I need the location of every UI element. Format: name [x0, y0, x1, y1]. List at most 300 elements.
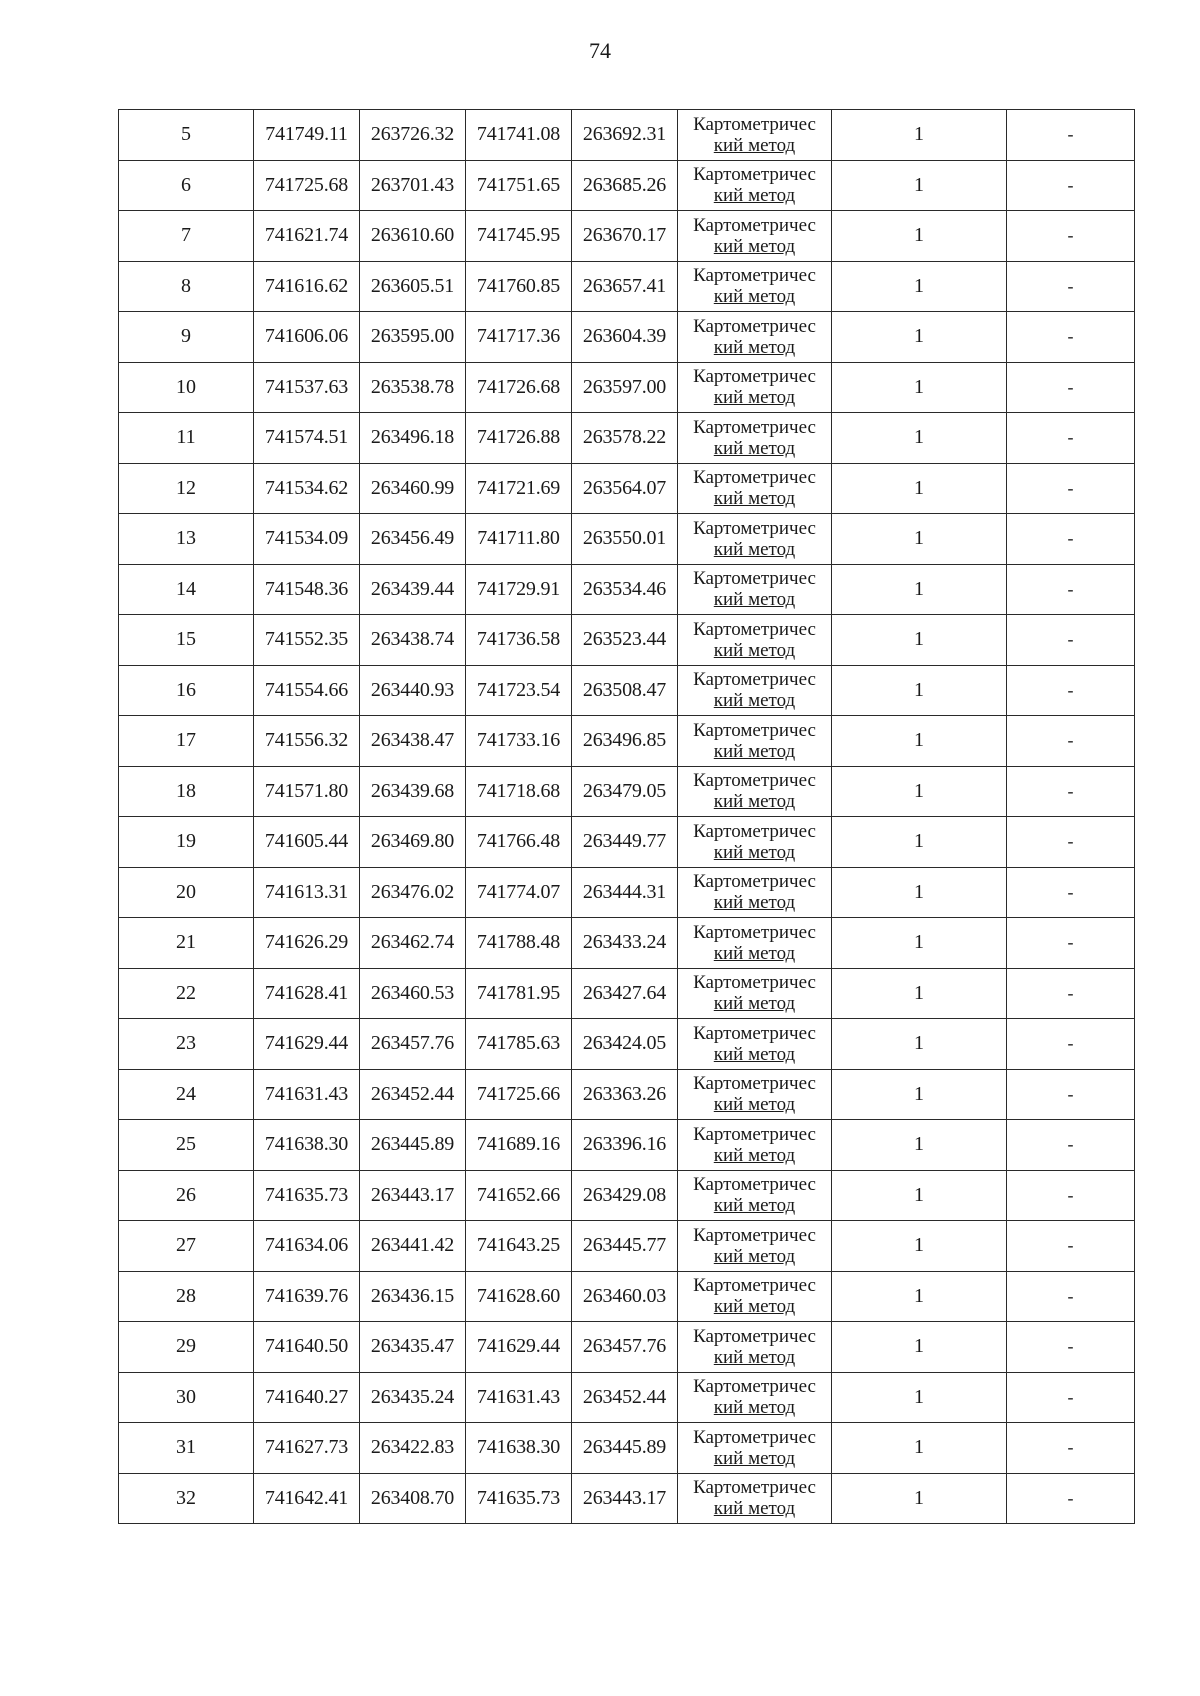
- method-cell: [678, 817, 832, 868]
- table-row: [119, 1170, 1135, 1221]
- y2-cell: 263578.22: [572, 413, 678, 464]
- y2-cell: 263496.85: [572, 716, 678, 767]
- y1-cell: 263457.76: [360, 1019, 466, 1070]
- accuracy-cell: 1: [832, 716, 1007, 767]
- accuracy-cell: 1: [832, 1322, 1007, 1373]
- accuracy-cell: 1: [832, 413, 1007, 464]
- method-cell: [678, 1322, 832, 1373]
- point-number-cell: 18: [119, 766, 254, 817]
- y1-cell: 263439.68: [360, 766, 466, 817]
- method-line-2: кий метод: [713, 1346, 796, 1368]
- method-line-1: Картометричес: [693, 214, 816, 236]
- method-cell: [678, 615, 832, 666]
- accuracy-cell: 1: [832, 1473, 1007, 1524]
- method-line-2: кий метод: [713, 892, 796, 914]
- y1-cell: 263462.74: [360, 918, 466, 969]
- accuracy-cell: 1: [832, 918, 1007, 969]
- y1-cell: 263460.99: [360, 463, 466, 514]
- x1-cell: 741640.50: [254, 1322, 360, 1373]
- note-cell: -: [1007, 1473, 1135, 1524]
- method-line-1: Картометричес: [693, 972, 816, 994]
- x1-cell: 741635.73: [254, 1170, 360, 1221]
- x2-cell: 741726.88: [466, 413, 572, 464]
- table-row: [119, 867, 1135, 918]
- x2-cell: 741745.95: [466, 211, 572, 262]
- note-cell: -: [1007, 1322, 1135, 1373]
- x2-cell: 741628.60: [466, 1271, 572, 1322]
- y2-cell: 263692.31: [572, 110, 678, 161]
- y2-cell: 263479.05: [572, 766, 678, 817]
- method-line-2: кий метод: [713, 1498, 796, 1520]
- note-cell: -: [1007, 160, 1135, 211]
- method-cell: [678, 1019, 832, 1070]
- method-cell: [678, 261, 832, 312]
- y1-cell: 263469.80: [360, 817, 466, 868]
- x2-cell: 741689.16: [466, 1120, 572, 1171]
- note-cell: -: [1007, 615, 1135, 666]
- x1-cell: 741749.11: [254, 110, 360, 161]
- method-cell: [678, 1423, 832, 1474]
- method-line-1: Картометричес: [693, 921, 816, 943]
- table-row: [119, 665, 1135, 716]
- y1-cell: 263422.83: [360, 1423, 466, 1474]
- x2-cell: 741736.58: [466, 615, 572, 666]
- point-number-cell: 28: [119, 1271, 254, 1322]
- point-number-cell: 6: [119, 160, 254, 211]
- point-number-cell: 26: [119, 1170, 254, 1221]
- x2-cell: 741643.25: [466, 1221, 572, 1272]
- table-body: [119, 110, 1135, 1524]
- point-number-cell: 11: [119, 413, 254, 464]
- method-line-2: кий метод: [713, 740, 796, 762]
- table-row: [119, 716, 1135, 767]
- accuracy-cell: 1: [832, 1271, 1007, 1322]
- note-cell: -: [1007, 1372, 1135, 1423]
- method-line-2: кий метод: [713, 1447, 796, 1469]
- point-number-cell: 9: [119, 312, 254, 363]
- method-line-2: кий метод: [713, 387, 796, 409]
- accuracy-cell: 1: [832, 1423, 1007, 1474]
- accuracy-cell: 1: [832, 514, 1007, 565]
- method-line-2: кий метод: [713, 639, 796, 661]
- accuracy-cell: 1: [832, 312, 1007, 363]
- x1-cell: 741548.36: [254, 564, 360, 615]
- note-cell: -: [1007, 968, 1135, 1019]
- method-cell: [678, 1221, 832, 1272]
- method-line-1: Картометричес: [693, 871, 816, 893]
- accuracy-cell: 1: [832, 362, 1007, 413]
- x2-cell: 741635.73: [466, 1473, 572, 1524]
- accuracy-cell: 1: [832, 665, 1007, 716]
- method-cell: [678, 1170, 832, 1221]
- table-row: [119, 1019, 1135, 1070]
- x2-cell: 741721.69: [466, 463, 572, 514]
- y2-cell: 263657.41: [572, 261, 678, 312]
- y2-cell: 263564.07: [572, 463, 678, 514]
- x1-cell: 741556.32: [254, 716, 360, 767]
- method-line-1: Картометричес: [693, 315, 816, 337]
- method-line-1: Картометричес: [693, 1275, 816, 1297]
- accuracy-cell: 1: [832, 1170, 1007, 1221]
- method-line-1: Картометричес: [693, 1426, 816, 1448]
- accuracy-cell: 1: [832, 817, 1007, 868]
- accuracy-cell: 1: [832, 1120, 1007, 1171]
- note-cell: -: [1007, 413, 1135, 464]
- point-number-cell: 19: [119, 817, 254, 868]
- method-cell: [678, 564, 832, 615]
- method-line-2: кий метод: [713, 1195, 796, 1217]
- x1-cell: 741626.29: [254, 918, 360, 969]
- y2-cell: 263424.05: [572, 1019, 678, 1070]
- accuracy-cell: 1: [832, 1221, 1007, 1272]
- point-number-cell: 13: [119, 514, 254, 565]
- y1-cell: 263460.53: [360, 968, 466, 1019]
- note-cell: -: [1007, 1170, 1135, 1221]
- y2-cell: 263604.39: [572, 312, 678, 363]
- accuracy-cell: 1: [832, 1372, 1007, 1423]
- point-number-cell: 21: [119, 918, 254, 969]
- table-row: [119, 312, 1135, 363]
- y2-cell: 263429.08: [572, 1170, 678, 1221]
- point-number-cell: 22: [119, 968, 254, 1019]
- table-row: [119, 1120, 1135, 1171]
- y2-cell: 263457.76: [572, 1322, 678, 1373]
- note-cell: -: [1007, 1221, 1135, 1272]
- x1-cell: 741534.09: [254, 514, 360, 565]
- coordinates-table: [118, 109, 1135, 1524]
- table-row: [119, 1221, 1135, 1272]
- method-line-2: кий метод: [713, 690, 796, 712]
- method-line-1: Картометричес: [693, 618, 816, 640]
- y1-cell: 263438.74: [360, 615, 466, 666]
- method-line-2: кий метод: [713, 791, 796, 813]
- method-line-2: кий метод: [713, 336, 796, 358]
- y1-cell: 263701.43: [360, 160, 466, 211]
- method-line-1: Картометричес: [693, 164, 816, 186]
- method-line-2: кий метод: [713, 538, 796, 560]
- method-cell: [678, 110, 832, 161]
- x2-cell: 741631.43: [466, 1372, 572, 1423]
- x1-cell: 741621.74: [254, 211, 360, 262]
- table-row: [119, 918, 1135, 969]
- y2-cell: 263427.64: [572, 968, 678, 1019]
- table-row: [119, 766, 1135, 817]
- method-cell: [678, 1271, 832, 1322]
- note-cell: -: [1007, 817, 1135, 868]
- accuracy-cell: 1: [832, 211, 1007, 262]
- x2-cell: 741781.95: [466, 968, 572, 1019]
- method-line-1: Картометричес: [693, 1174, 816, 1196]
- y1-cell: 263452.44: [360, 1069, 466, 1120]
- method-line-1: Картометричес: [693, 467, 816, 489]
- table-row: [119, 615, 1135, 666]
- point-number-cell: 5: [119, 110, 254, 161]
- method-line-2: кий метод: [713, 1245, 796, 1267]
- method-line-2: кий метод: [713, 589, 796, 611]
- accuracy-cell: 1: [832, 160, 1007, 211]
- note-cell: -: [1007, 918, 1135, 969]
- table-row: [119, 1423, 1135, 1474]
- note-cell: -: [1007, 716, 1135, 767]
- x1-cell: 741627.73: [254, 1423, 360, 1474]
- point-number-cell: 20: [119, 867, 254, 918]
- y1-cell: 263439.44: [360, 564, 466, 615]
- x1-cell: 741639.76: [254, 1271, 360, 1322]
- note-cell: -: [1007, 1120, 1135, 1171]
- x1-cell: 741534.62: [254, 463, 360, 514]
- x1-cell: 741554.66: [254, 665, 360, 716]
- y1-cell: 263440.93: [360, 665, 466, 716]
- point-number-cell: 31: [119, 1423, 254, 1474]
- point-number-cell: 10: [119, 362, 254, 413]
- method-line-1: Картометричес: [693, 1224, 816, 1246]
- x1-cell: 741606.06: [254, 312, 360, 363]
- method-line-2: кий метод: [713, 134, 796, 156]
- method-line-2: кий метод: [713, 942, 796, 964]
- table-row: [119, 110, 1135, 161]
- method-cell: [678, 514, 832, 565]
- point-number-cell: 14: [119, 564, 254, 615]
- table-row: [119, 1473, 1135, 1524]
- y1-cell: 263496.18: [360, 413, 466, 464]
- note-cell: -: [1007, 110, 1135, 161]
- method-line-2: кий метод: [713, 286, 796, 308]
- y2-cell: 263523.44: [572, 615, 678, 666]
- table-row: [119, 564, 1135, 615]
- method-line-1: Картометричес: [693, 113, 816, 135]
- accuracy-cell: 1: [832, 968, 1007, 1019]
- x1-cell: 741642.41: [254, 1473, 360, 1524]
- accuracy-cell: 1: [832, 1069, 1007, 1120]
- y2-cell: 263550.01: [572, 514, 678, 565]
- note-cell: -: [1007, 261, 1135, 312]
- method-line-2: кий метод: [713, 993, 796, 1015]
- x2-cell: 741785.63: [466, 1019, 572, 1070]
- y2-cell: 263670.17: [572, 211, 678, 262]
- x2-cell: 741788.48: [466, 918, 572, 969]
- table-row: [119, 1271, 1135, 1322]
- point-number-cell: 25: [119, 1120, 254, 1171]
- method-cell: [678, 1473, 832, 1524]
- method-cell: [678, 665, 832, 716]
- method-line-2: кий метод: [713, 437, 796, 459]
- y1-cell: 263605.51: [360, 261, 466, 312]
- table-row: [119, 817, 1135, 868]
- note-cell: -: [1007, 867, 1135, 918]
- y2-cell: 263445.77: [572, 1221, 678, 1272]
- x2-cell: 741729.91: [466, 564, 572, 615]
- x2-cell: 741726.68: [466, 362, 572, 413]
- x1-cell: 741638.30: [254, 1120, 360, 1171]
- table-row: [119, 1322, 1135, 1373]
- method-cell: [678, 918, 832, 969]
- method-cell: [678, 160, 832, 211]
- table-row: [119, 968, 1135, 1019]
- note-cell: -: [1007, 463, 1135, 514]
- y1-cell: 263456.49: [360, 514, 466, 565]
- y2-cell: 263443.17: [572, 1473, 678, 1524]
- note-cell: -: [1007, 665, 1135, 716]
- note-cell: -: [1007, 211, 1135, 262]
- y1-cell: 263436.15: [360, 1271, 466, 1322]
- y1-cell: 263438.47: [360, 716, 466, 767]
- method-cell: [678, 716, 832, 767]
- point-number-cell: 12: [119, 463, 254, 514]
- y1-cell: 263443.17: [360, 1170, 466, 1221]
- method-line-2: кий метод: [713, 1043, 796, 1065]
- method-line-1: Картометричес: [693, 669, 816, 691]
- method-line-1: Картометричес: [693, 1325, 816, 1347]
- x1-cell: 741640.27: [254, 1372, 360, 1423]
- method-line-2: кий метод: [713, 841, 796, 863]
- x2-cell: 741638.30: [466, 1423, 572, 1474]
- note-cell: -: [1007, 362, 1135, 413]
- method-line-1: Картометричес: [693, 366, 816, 388]
- method-line-2: кий метод: [713, 235, 796, 257]
- accuracy-cell: 1: [832, 766, 1007, 817]
- method-line-2: кий метод: [713, 488, 796, 510]
- y2-cell: 263508.47: [572, 665, 678, 716]
- point-number-cell: 27: [119, 1221, 254, 1272]
- method-line-1: Картометричес: [693, 517, 816, 539]
- method-line-1: Картометричес: [693, 770, 816, 792]
- table-row: [119, 160, 1135, 211]
- y2-cell: 263534.46: [572, 564, 678, 615]
- y1-cell: 263435.24: [360, 1372, 466, 1423]
- note-cell: -: [1007, 312, 1135, 363]
- x1-cell: 741631.43: [254, 1069, 360, 1120]
- x1-cell: 741552.35: [254, 615, 360, 666]
- method-line-2: кий метод: [713, 1144, 796, 1166]
- x1-cell: 741629.44: [254, 1019, 360, 1070]
- x2-cell: 741766.48: [466, 817, 572, 868]
- x1-cell: 741574.51: [254, 413, 360, 464]
- x1-cell: 741628.41: [254, 968, 360, 1019]
- y2-cell: 263433.24: [572, 918, 678, 969]
- method-cell: [678, 1069, 832, 1120]
- note-cell: -: [1007, 1069, 1135, 1120]
- method-cell: [678, 211, 832, 262]
- method-line-2: кий метод: [713, 1397, 796, 1419]
- point-number-cell: 15: [119, 615, 254, 666]
- x2-cell: 741725.66: [466, 1069, 572, 1120]
- accuracy-cell: 1: [832, 110, 1007, 161]
- point-number-cell: 8: [119, 261, 254, 312]
- x1-cell: 741571.80: [254, 766, 360, 817]
- method-line-1: Картометричес: [693, 820, 816, 842]
- method-cell: [678, 312, 832, 363]
- y1-cell: 263610.60: [360, 211, 466, 262]
- x1-cell: 741634.06: [254, 1221, 360, 1272]
- y2-cell: 263449.77: [572, 817, 678, 868]
- table-row: [119, 211, 1135, 262]
- method-line-1: Картометричес: [693, 1073, 816, 1095]
- note-cell: -: [1007, 1019, 1135, 1070]
- method-line-1: Картометричес: [693, 568, 816, 590]
- point-number-cell: 16: [119, 665, 254, 716]
- y2-cell: 263444.31: [572, 867, 678, 918]
- y1-cell: 263445.89: [360, 1120, 466, 1171]
- y2-cell: 263452.44: [572, 1372, 678, 1423]
- method-cell: [678, 413, 832, 464]
- method-cell: [678, 968, 832, 1019]
- x1-cell: 741725.68: [254, 160, 360, 211]
- page-number: 74: [589, 38, 611, 63]
- y1-cell: 263476.02: [360, 867, 466, 918]
- table-row: [119, 463, 1135, 514]
- method-cell: [678, 1372, 832, 1423]
- x1-cell: 741616.62: [254, 261, 360, 312]
- accuracy-cell: 1: [832, 615, 1007, 666]
- table-row: [119, 1372, 1135, 1423]
- method-line-2: кий метод: [713, 1296, 796, 1318]
- y2-cell: 263363.26: [572, 1069, 678, 1120]
- note-cell: -: [1007, 514, 1135, 565]
- note-cell: -: [1007, 564, 1135, 615]
- point-number-cell: 24: [119, 1069, 254, 1120]
- method-line-1: Картометричес: [693, 416, 816, 438]
- table-row: [119, 413, 1135, 464]
- x2-cell: 741751.65: [466, 160, 572, 211]
- point-number-cell: 17: [119, 716, 254, 767]
- point-number-cell: 23: [119, 1019, 254, 1070]
- point-number-cell: 30: [119, 1372, 254, 1423]
- method-line-1: Картометричес: [693, 719, 816, 741]
- accuracy-cell: 1: [832, 564, 1007, 615]
- x2-cell: 741760.85: [466, 261, 572, 312]
- x2-cell: 741741.08: [466, 110, 572, 161]
- point-number-cell: 7: [119, 211, 254, 262]
- x1-cell: 741537.63: [254, 362, 360, 413]
- y2-cell: 263396.16: [572, 1120, 678, 1171]
- y1-cell: 263408.70: [360, 1473, 466, 1524]
- y2-cell: 263445.89: [572, 1423, 678, 1474]
- x2-cell: 741652.66: [466, 1170, 572, 1221]
- method-line-2: кий метод: [713, 185, 796, 207]
- method-line-1: Картометричес: [693, 265, 816, 287]
- x2-cell: 741711.80: [466, 514, 572, 565]
- y2-cell: 263460.03: [572, 1271, 678, 1322]
- table-row: [119, 1069, 1135, 1120]
- table-row: [119, 261, 1135, 312]
- accuracy-cell: 1: [832, 261, 1007, 312]
- point-number-cell: 32: [119, 1473, 254, 1524]
- x2-cell: 741774.07: [466, 867, 572, 918]
- y2-cell: 263597.00: [572, 362, 678, 413]
- table-row: [119, 514, 1135, 565]
- x2-cell: 741718.68: [466, 766, 572, 817]
- method-cell: [678, 362, 832, 413]
- method-cell: [678, 766, 832, 817]
- x2-cell: 741629.44: [466, 1322, 572, 1373]
- accuracy-cell: 1: [832, 1019, 1007, 1070]
- y1-cell: 263435.47: [360, 1322, 466, 1373]
- x2-cell: 741717.36: [466, 312, 572, 363]
- method-line-1: Картометричес: [693, 1477, 816, 1499]
- x2-cell: 741723.54: [466, 665, 572, 716]
- y1-cell: 263595.00: [360, 312, 466, 363]
- table-row: [119, 362, 1135, 413]
- note-cell: -: [1007, 1423, 1135, 1474]
- y1-cell: 263441.42: [360, 1221, 466, 1272]
- method-line-1: Картометричес: [693, 1123, 816, 1145]
- method-cell: [678, 867, 832, 918]
- y1-cell: 263538.78: [360, 362, 466, 413]
- x2-cell: 741733.16: [466, 716, 572, 767]
- y1-cell: 263726.32: [360, 110, 466, 161]
- method-line-1: Картометричес: [693, 1376, 816, 1398]
- note-cell: -: [1007, 766, 1135, 817]
